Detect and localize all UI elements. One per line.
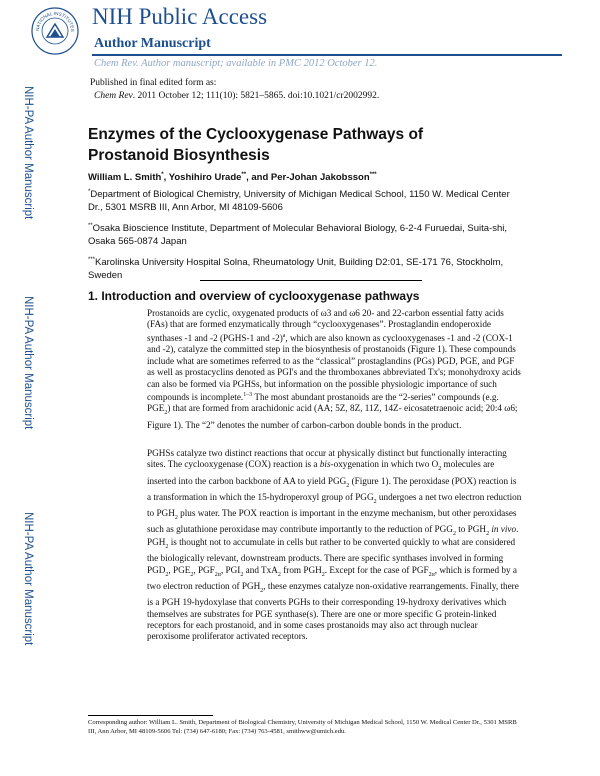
affiliation-text: Osaka Bioscience Institute, Department of Molecular Behavioral Biology, 6-2-4 Furuedai, Suita-shi, Osaka 565-0874 Japan xyxy=(88,223,508,247)
header-rule xyxy=(92,54,562,56)
author-list xyxy=(88,172,377,183)
side-watermark: NIH-PA Author Manuscript xyxy=(22,512,34,646)
affiliation xyxy=(88,186,518,214)
subscript: 2 xyxy=(165,571,169,578)
subscript: 2 xyxy=(373,498,377,505)
nih-public-access-title: NIH Public Access xyxy=(92,4,268,29)
author-mark: *** xyxy=(369,172,377,178)
subscript: 2 xyxy=(346,482,350,489)
citation-line xyxy=(94,91,379,101)
body-paragraph: $PGH_2$ is thought not to accumulate in cells but rather to be converted quickly to what are considered the biologically relevant, downstream products. There are specific synthases involved in forming $PGD_2$, $PGE_2$, $PGF_{2\alpha}$, $PGI_2$ and TxA$_2$ from $PGH_2$. Except for the case of $PGF_{2\alpha}$, which is formed by a two electron reduction of $PGH_2$, these enzymes catalyze non-oxidative rearrangements. Finally, there is a PGH 19-hydoxylase that converts PGHs to their corresponding 19-hydroxy derivatives which themselves are substrates for PGE synthase(s). There are one or more specific G protein-linked receptors for each prostanoid, and in some cases prostanoids may also act through nuclear peroxisome proliferator activated receptors. xyxy=(147,537,519,642)
affiliation-mark: ** xyxy=(88,223,93,229)
superscript: 1–3 xyxy=(243,391,253,398)
subscript: 2 xyxy=(277,571,281,578)
subscript: 2 xyxy=(438,466,442,473)
svg-text:NATIONAL INSTITUTES OF HEALTH: NATIONAL INSTITUTES xyxy=(34,10,76,32)
subscript: 2 xyxy=(240,571,244,578)
corresponding-author-footnote: Corresponding author: William L. Smith, Department of Biological Chemistry, University of Michigan Medical School, 1150 W. Medical Center Dr., 5301 MSRB III, Ann Arbor, MI 48109-5606 Tel: (734) 647-6180; Fax: (734) 763-4581, smithww@umich.edu. xyxy=(88,719,517,735)
affiliation-divider xyxy=(200,280,422,281)
italic-text: bis xyxy=(319,459,331,470)
article-title: Enzymes of the Cyclooxygenase Pathways of Prostanoid Biosynthesis xyxy=(88,126,424,164)
nih-seal-logo xyxy=(30,6,80,56)
affiliation-text: Department of Biological Chemistry, University of Michigan Medical School, 1150 W. Medical Center Dr., 5301 MSRB III, Ann Arbor, MI 48109-5606 xyxy=(88,189,510,213)
side-watermark: NIH-PA Author Manuscript xyxy=(22,86,34,220)
author-mark: ** xyxy=(241,172,247,178)
body-paragraph: Prostanoids are cyclic, oxygenated products of ω3 and ω6 20- and 22-carbon essential fatty acids (FAs) that are formed enzymatically through “cyclooxygenases”. Prostaglandin endoperoxide synthases -1 and -2 (PGHS-1 and -2)$^a$, which are also known as cyclooxygenases -1 and -2 (COX-1 and -2), catalyze the committed step in the biosynthesis of prostanoids (Figure 1). These compounds include what are sometimes referred to as the “classical” prostaglandins (PGs) PGD, PGE, and PGF as well as prostacyclins denoted as PGI's and the thromboxanes abbreviated Tx's; monohydroxy acids can also be formed via PGHSs, but information on the possible physiologic importance of such compounds is incomplete.$^{1-3}$ The most abundant prostanoids are the “2-series” compounds (e.g. $PGE_2$) that are formed from arachidonic acid (AA; 5Z, 8Z, 11Z, 14Z- eicosatetraenoic acid; 20:4 ω6; Figure 1). The “2” denotes the number of carbon-carbon double bonds in the product. xyxy=(147,308,521,430)
author-name: William L. Smith xyxy=(88,172,162,184)
italic-text: in vivo xyxy=(491,524,517,535)
author-separator: , and xyxy=(246,172,271,184)
side-watermark: NIH-PA Author Manuscript xyxy=(22,296,34,430)
subscript: 2 xyxy=(452,531,456,538)
subscript: 2 xyxy=(321,571,325,578)
affiliation-mark: * xyxy=(88,189,91,195)
affiliation-mark: *** xyxy=(88,257,96,263)
affiliation xyxy=(88,220,518,248)
subscript: 2α xyxy=(214,571,221,578)
author-separator: , xyxy=(163,172,169,184)
subscript: 2 xyxy=(260,587,264,594)
subscript: 2 xyxy=(165,543,169,550)
affiliation xyxy=(88,254,518,282)
section-heading: 1. Introduction and overview of cyclooxygenase pathways xyxy=(88,289,420,303)
citation-details: . 2011 October 12; 111(10): 5821–5865. doi:10.1021/cr2002992. xyxy=(132,91,380,101)
subscript: 2 xyxy=(174,514,178,521)
affiliation-text: Karolinska University Hospital Solna, Rheumatology Unit, Building D2:01, SE-171 76, Stockholm, Sweden xyxy=(88,257,504,281)
author-name: Yoshihiro Urade xyxy=(168,172,242,184)
body-paragraph: PGHSs catalyze two distinct reactions that occur at physically distinct but functionally interacting sites. The cyclooxygenase (COX) reaction is a bis-oxygenation in which two $O_2$ molecules are inserted into the carbon backbone of AA to yield $PGG_2$ (Figure 1). The peroxidase (POX) reaction is a transformation in which the 15-hydroperoxyl group of $PGG_2$ undergoes a net two electron reduction to $PGH_2$ plus water. The POX reaction is important in the enzyme mechanism, but other peroxidases such as glutathione peroxidase may contribute importantly to the reduction of $PGG_2$ to $PGH_2$ in vivo. xyxy=(147,448,522,538)
journal-name: Chem Rev xyxy=(94,91,133,101)
subscript: 2 xyxy=(164,410,168,417)
manuscript-status: Chem Rev. Author manuscript; available in PMC 2012 October 12. xyxy=(94,58,378,69)
superscript: a xyxy=(282,332,286,339)
published-in-label: Published in final edited form as: xyxy=(90,78,217,88)
author-name: Per-Johan Jakobsson xyxy=(270,172,370,184)
subscript: 2α xyxy=(428,571,435,578)
footnote-rule xyxy=(88,715,213,716)
author-mark: * xyxy=(161,172,164,178)
subscript: 2 xyxy=(190,571,194,578)
subscript: 2 xyxy=(486,531,490,538)
author-manuscript-label: Author Manuscript xyxy=(94,36,211,51)
